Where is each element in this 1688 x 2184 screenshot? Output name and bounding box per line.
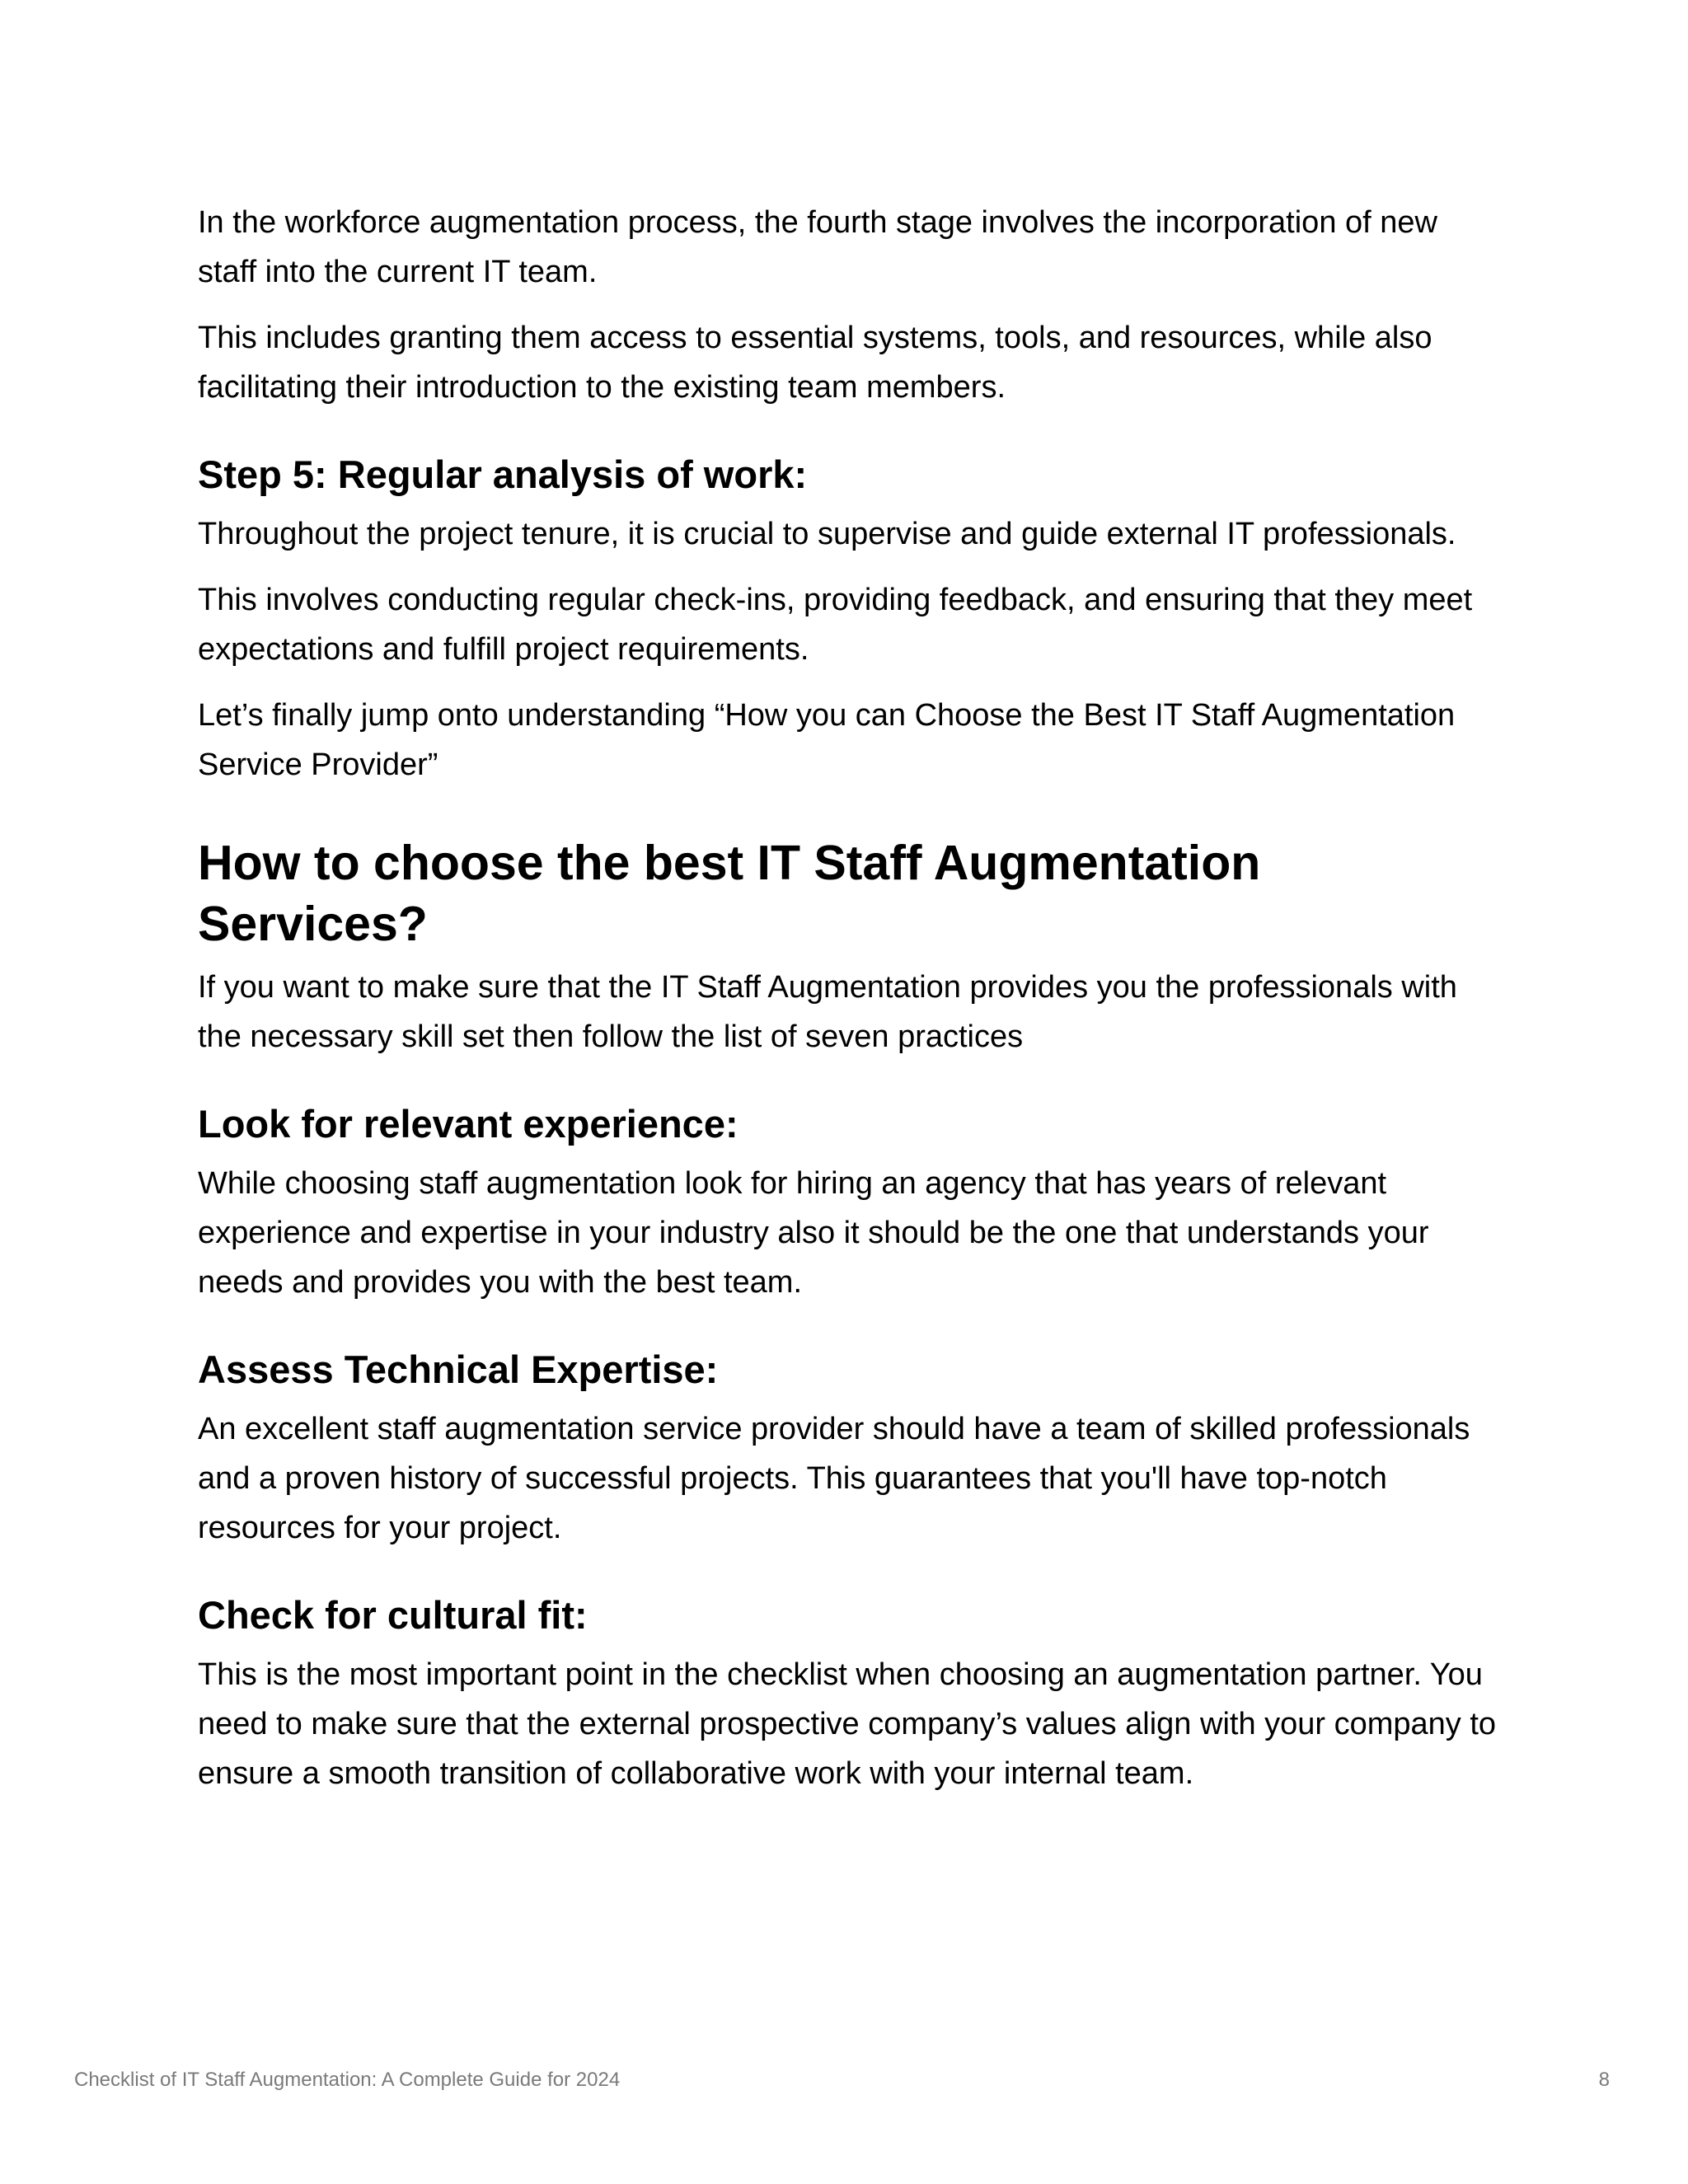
paragraph-supervise: Throughout the project tenure, it is crucial to supervise and guide external IT professionals.: [198, 517, 1456, 551]
paragraph-integration: In the workforce augmentation process, the fourth stage involves the incorporation of new staff into the current IT team.: [198, 205, 1437, 289]
heading-how-to-choose: How to choose the best IT Staff Augmentation Services?: [198, 836, 1261, 951]
footer-document-title: Checklist of IT Staff Augmentation: A Complete Guide for 2024: [74, 2069, 621, 2091]
document-body: [198, 198, 1500, 1815]
footer-page-number: 8: [1598, 2069, 1610, 2091]
paragraph-relevant-experience: While choosing staff augmentation look for hiring an agency that has years of relevant experience and expertise in your industry also it should be the one that understands your needs and provides you with the best team.: [198, 1166, 1429, 1300]
paragraph-intro-practices: If you want to make sure that the IT Staff Augmentation provides you the professionals with the necessary skill set then follow the list of seven practices: [198, 970, 1457, 1054]
heading-step-5: Step 5: Regular analysis of work:: [198, 452, 808, 496]
paragraph-access: This includes granting them access to essential systems, tools, and resources, while also facilitating their introduction to the existing team members.: [198, 321, 1432, 405]
paragraph-check-ins: This involves conducting regular check-ins, providing feedback, and ensuring that they meet expectations and fulfill project requirements.: [198, 583, 1473, 667]
heading-cultural-fit: Check for cultural fit:: [198, 1593, 588, 1637]
heading-technical-expertise: Assess Technical Expertise:: [198, 1347, 719, 1391]
paragraph-technical-expertise: An excellent staff augmentation service provider should have a team of skilled professionals and a proven history of successful projects. This guarantees that you'll have top-notch resources for your project.: [198, 1412, 1470, 1545]
paragraph-cultural-fit: This is the most important point in the checklist when choosing an augmentation partner. You need to make sure that the external prospective company’s values align with your company to ensure a smooth transition of collaborative work with your internal team.: [198, 1657, 1497, 1791]
heading-relevant-experience: Look for relevant experience:: [198, 1102, 738, 1146]
paragraph-transition: Let’s finally jump onto understanding “How you can Choose the Best IT Staff Augmentation Service Provider”: [198, 698, 1456, 782]
